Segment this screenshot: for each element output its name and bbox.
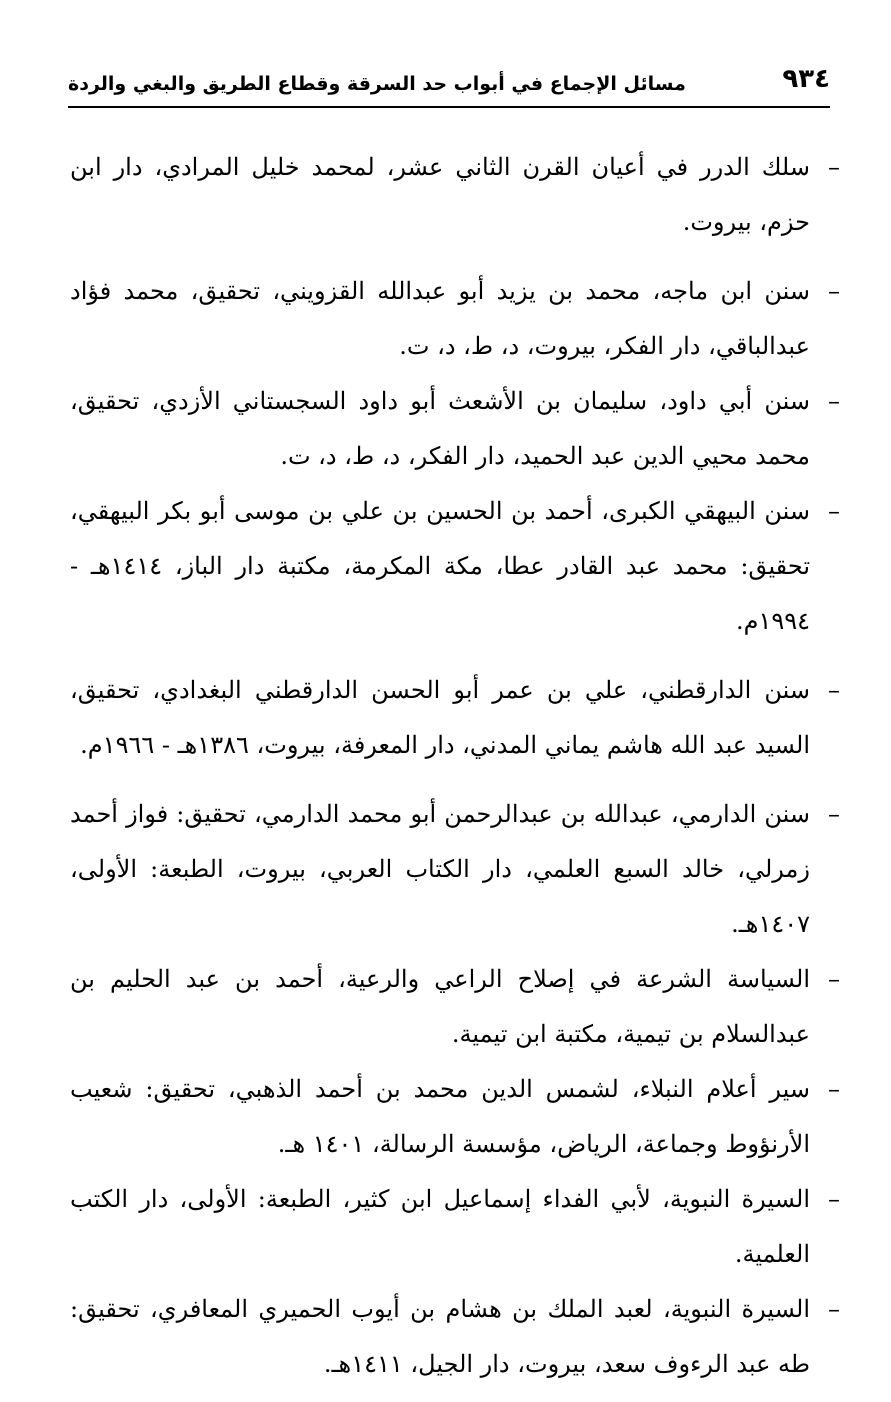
bibliography-entry bbox=[70, 952, 840, 1062]
bibliography-entry bbox=[70, 1172, 840, 1282]
entry-text: سنن الدارقطني، علي بن عمر أبو الحسن الدارقطني البغدادي، تحقيق، السيد عبد الله هاشم يماني المدني، دار المعرفة، بيروت، ١٣٨٦هـ - ١٩٦٦م. bbox=[70, 676, 810, 759]
entry-text: سنن ابن ماجه، محمد بن يزيد أبو عبدالله القزويني، تحقيق، محمد فؤاد عبدالباقي، دار الفكر، بيروت، د، ط، د، ت. bbox=[70, 277, 810, 360]
bibliography-entry bbox=[70, 374, 840, 484]
entry-dash: – bbox=[828, 965, 840, 993]
entry-text: سنن أبي داود، سليمان بن الأشعث أبو داود السجستاني الأزدي، تحقيق، محمد محيي الدين عبد الحميد، دار الفكر، د، ط، د، ت. bbox=[70, 387, 810, 470]
bibliography-entry bbox=[70, 1062, 840, 1172]
entry-text: سنن الدارمي، عبدالله بن عبدالرحمن أبو محمد الدارمي، تحقيق: فواز أحمد زمرلي، خالد السبع العلمي، دار الكتاب العربي، بيروت، الطبعة: الأولى، ١٤٠٧هـ. bbox=[70, 800, 810, 938]
bibliography-entry bbox=[70, 264, 840, 374]
bibliography-entry bbox=[70, 484, 840, 649]
entry-text: سير أعلام النبلاء، لشمس الدين محمد بن أحمد الذهبي، تحقيق: شعيب الأرنؤوط وجماعة، الرياض، مؤسسة الرسالة، ١٤٠١ هـ. bbox=[70, 1075, 810, 1158]
entry-dash: – bbox=[828, 387, 840, 415]
running-title: مسائل الإجماع في أبواب حد السرقة وقطاع الطريق والبغي والردة bbox=[68, 73, 686, 95]
bibliography-entry bbox=[70, 140, 840, 250]
entry-dash: – bbox=[828, 800, 840, 828]
entry-dash: – bbox=[828, 1075, 840, 1103]
bibliography-entry bbox=[70, 1282, 840, 1392]
entry-dash: – bbox=[828, 676, 840, 704]
page-number: ٩٣٤ bbox=[782, 64, 830, 94]
bibliography-entry bbox=[70, 663, 840, 773]
entry-dash: – bbox=[828, 153, 840, 181]
entry-dash: – bbox=[828, 277, 840, 305]
entry-text: السيرة النبوية، لعبد الملك بن هشام بن أيوب الحميري المعافري، تحقيق: طه عبد الرءوف سعد، بيروت، دار الجيل، ١٤١١هـ. bbox=[70, 1295, 810, 1378]
entry-dash: – bbox=[828, 1295, 840, 1323]
page-header bbox=[68, 62, 830, 108]
entry-text: السيرة النبوية، لأبي الفداء إسماعيل ابن كثير، الطبعة: الأولى، دار الكتب العلمية. bbox=[70, 1185, 810, 1268]
bibliography-list bbox=[70, 140, 840, 1392]
entry-text: سنن البيهقي الكبرى، أحمد بن الحسين بن علي بن موسى أبو بكر البيهقي، تحقيق: محمد عبد القادر عطا، مكة المكرمة، مكتبة دار الباز، ١٤١٤هـ - ١٩٩٤م. bbox=[70, 497, 810, 635]
entry-dash: – bbox=[828, 497, 840, 525]
entry-text: سلك الدرر في أعيان القرن الثاني عشر، لمحمد خليل المرادي، دار ابن حزم، بيروت. bbox=[70, 153, 810, 236]
entry-dash: – bbox=[828, 1185, 840, 1213]
entry-text: السياسة الشرعة في إصلاح الراعي والرعية، أحمد بن عبد الحليم بن عبدالسلام بن تيمية، مكتبة ابن تيمية. bbox=[70, 965, 810, 1048]
bibliography-entry bbox=[70, 787, 840, 952]
